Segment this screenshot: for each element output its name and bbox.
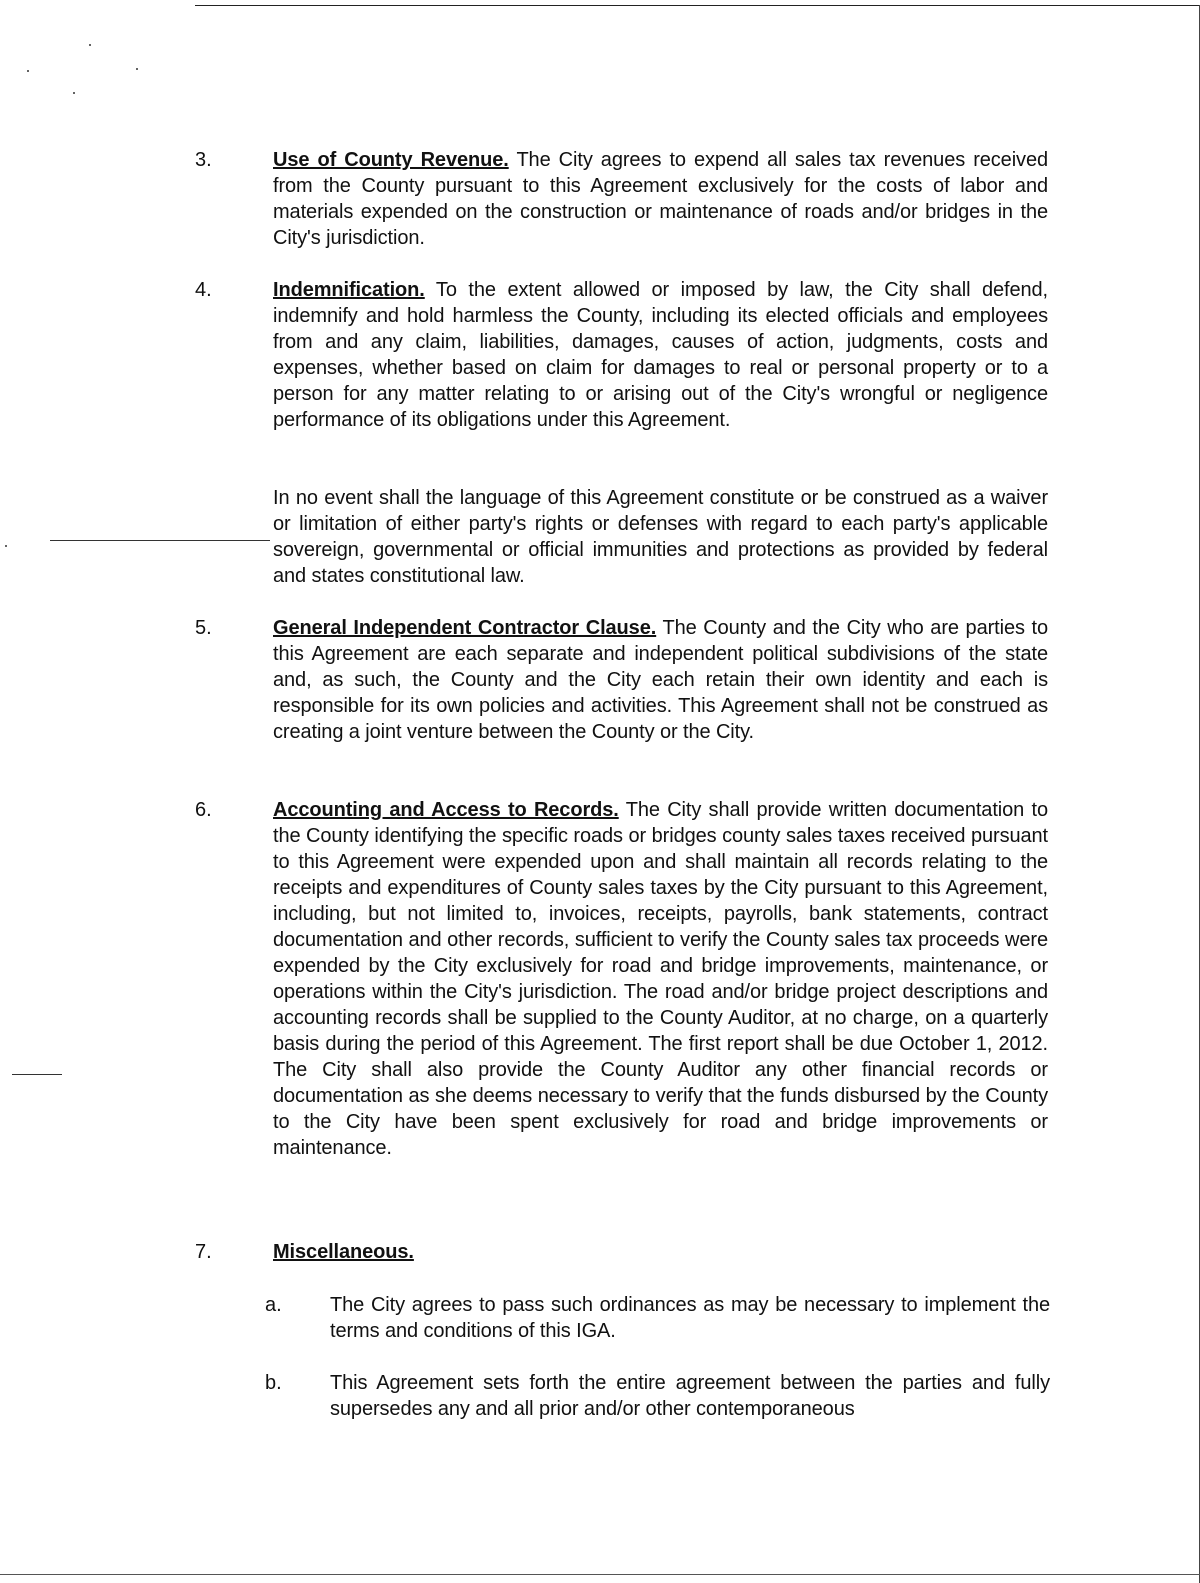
margin-pen-stroke: [50, 540, 270, 541]
margin-pen-stroke: [12, 1074, 62, 1075]
section-number: 6.: [195, 799, 212, 821]
section-heading: Indemnification.: [273, 279, 425, 301]
section-body: [273, 615, 1048, 745]
scan-speck: [5, 545, 7, 547]
scan-speck: [89, 44, 91, 46]
section-text: To the extent allowed or imposed by law, the City shall defend, indemnify and hold harmless the County, including its elected officials and employees from and any claim, liabilities, damages, causes of action, judgments, costs and expenses, whether based on claim for damages to real or personal property or to a person for any matter relating to or arising out of the City's wrongful or negligence performance of its obligations under this Agreement.: [273, 279, 1048, 431]
scan-speck: [136, 68, 138, 70]
section-number: 4.: [195, 279, 212, 301]
section-body: [273, 797, 1048, 1161]
subitem-text: This Agreement sets forth the entire agreement between the parties and fully supersedes any and all prior and/or other contemporaneous: [330, 1372, 1050, 1420]
section-heading: Use of County Revenue.: [273, 149, 509, 171]
section-body: [273, 147, 1048, 251]
section-heading: General Independent Contractor Clause.: [273, 617, 657, 639]
section-paragraph: In no event shall the language of this Agreement constitute or be construed as a waiver or limitation of either party's rights or defenses with regard to each party's applicable sovereign, governmental or official immunities and protections as provided by federal and states constitutional law.: [273, 487, 1048, 587]
section-text: The County and the City who are parties to this Agreement are each separate and independent political subdivisions of the state and, as such, the County and the City each retain their own identity and each is responsible for its own policies and activities. This Agreement shall not be construed as creating a joint venture between the County or the City.: [273, 617, 1048, 743]
top-border-line: [195, 5, 1200, 6]
section-text: The City shall provide written documentation to the County identifying the specific roads or bridges county sales taxes received pursuant to this Agreement were expended upon and shall maintain all records relating to the receipts and expenditures of County sales taxes by the City pursuant to this Agreement, including, but not limited to, invoices, receipts, payrolls, bank statements, contract documentation and other records, sufficient to verify the County sales tax proceeds were expended by the City exclusively for road and bridge improvements, maintenance, or operations within the City's jurisdiction. The road and/or bridge project descriptions and accounting records shall be supplied to the County Auditor, at no charge, on a quarterly basis during the period of this Agreement. The first report shall be due October 1, 2012. The City shall also provide the County Auditor any other financial records or documentation as she deems necessary to verify that the funds disbursed by the County to the City have been spent exclusively for road and bridge improvements or maintenance.: [273, 799, 1048, 1159]
subitem-letter: a.: [265, 1294, 282, 1316]
section-number: 3.: [195, 149, 212, 171]
scan-speck: [73, 92, 75, 94]
section-number: 5.: [195, 617, 212, 639]
section-text: The City agrees to expend all sales tax revenues received from the County pursuant to this Agreement exclusively for the costs of labor and materials expended on the construction or maintenance of roads and/or bridges in the City's jurisdiction.: [273, 149, 1048, 249]
section-number: 7.: [195, 1241, 212, 1263]
section-body: [273, 277, 1048, 433]
subitem-letter: b.: [265, 1372, 282, 1394]
bottom-border-line: [0, 1574, 1200, 1575]
section-heading: Miscellaneous.: [273, 1241, 414, 1263]
subitem-text: The City agrees to pass such ordinances as may be necessary to implement the terms and conditions of this IGA.: [330, 1294, 1050, 1342]
section-body: [273, 1239, 1048, 1265]
scan-speck: [27, 70, 29, 72]
section-heading: Accounting and Access to Records.: [273, 799, 619, 821]
